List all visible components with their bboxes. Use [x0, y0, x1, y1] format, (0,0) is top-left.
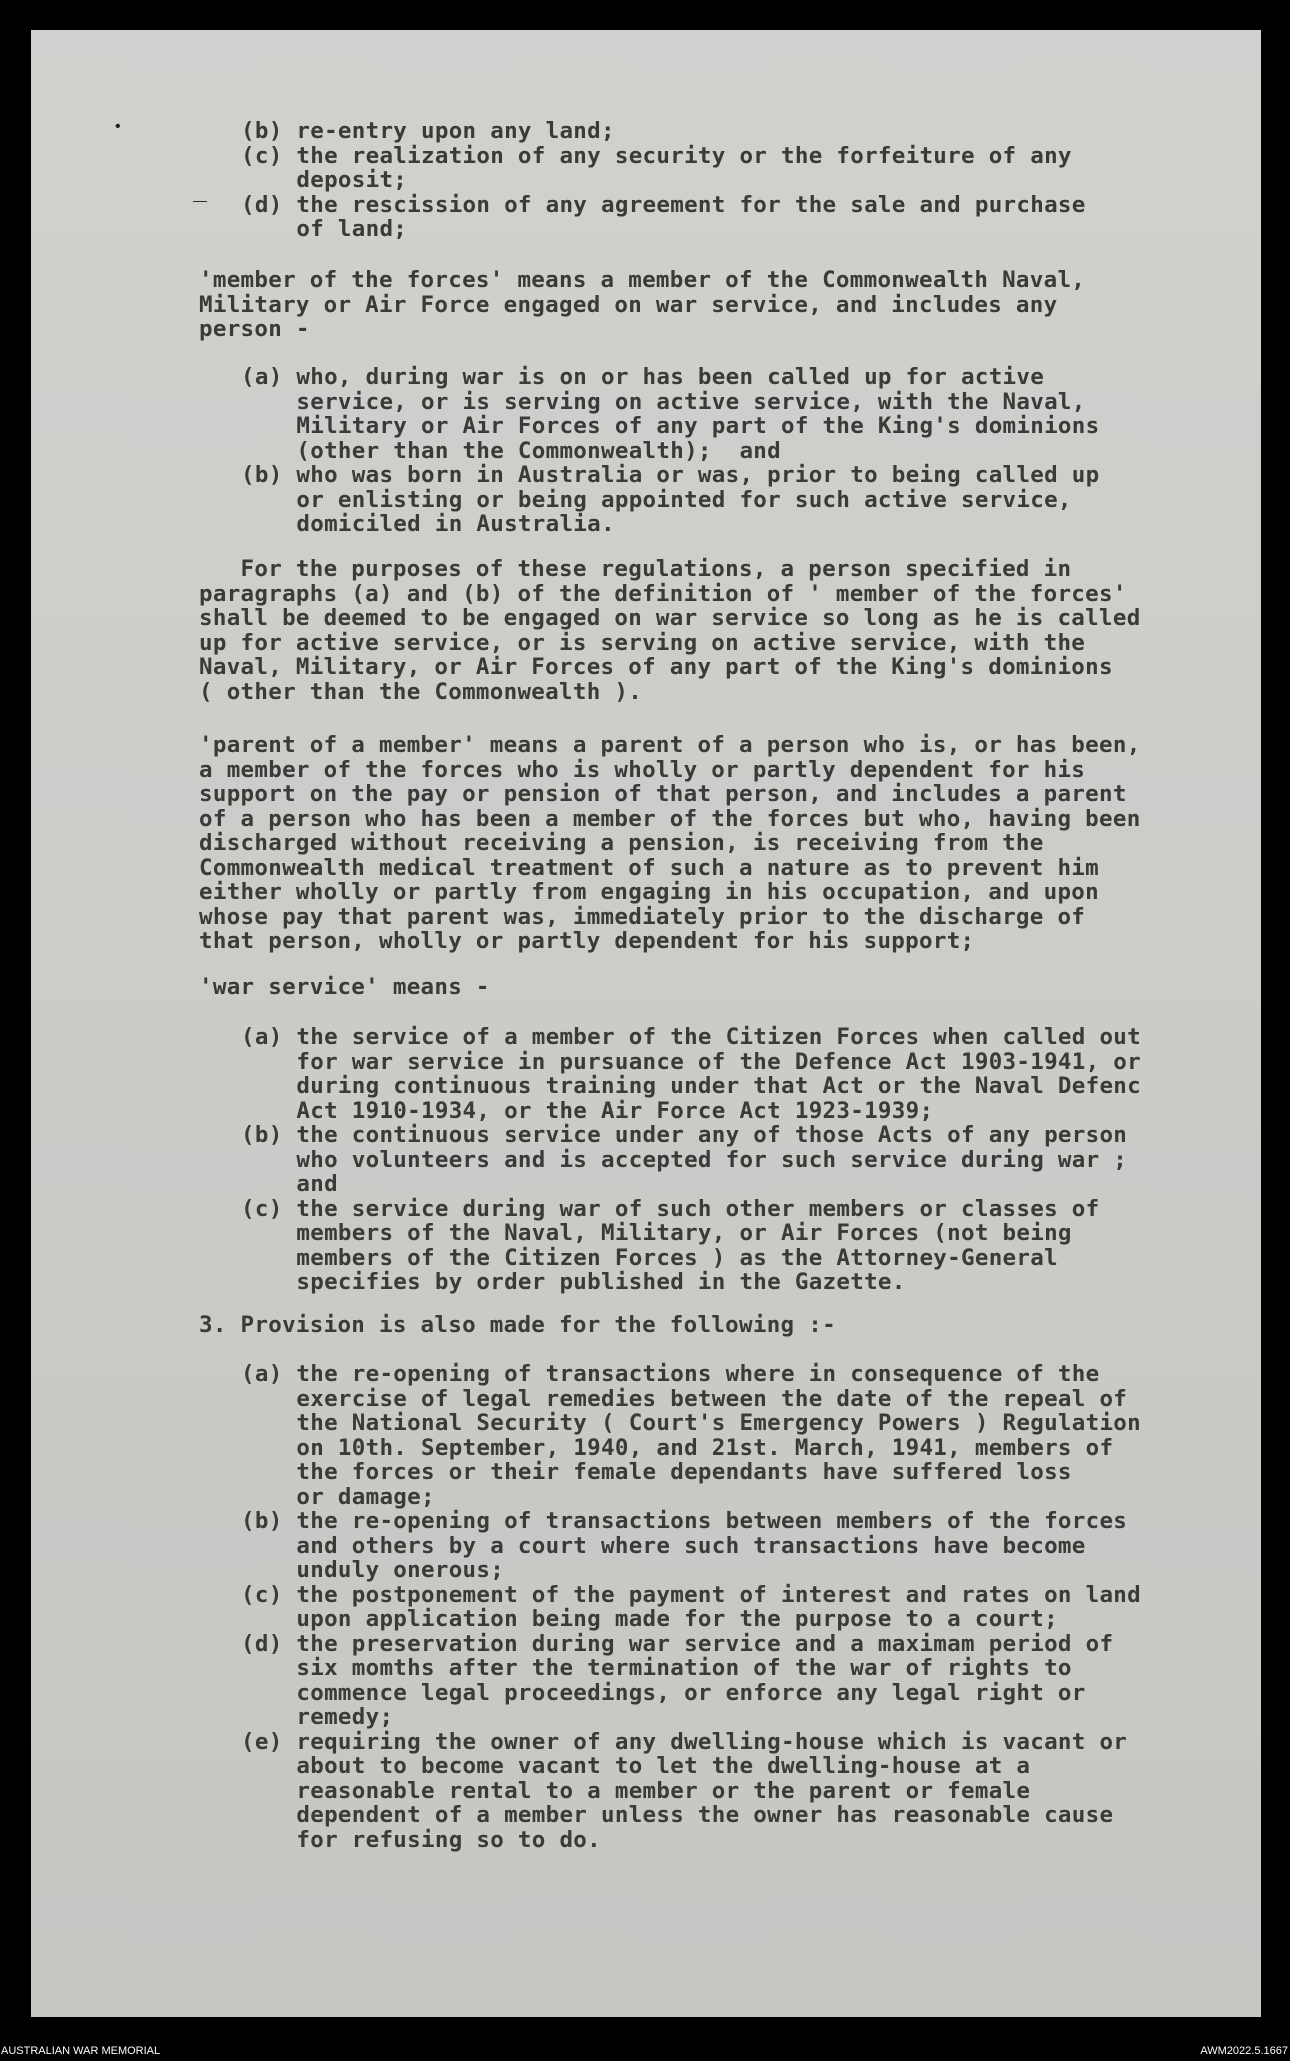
text-line: exercise of legal remedies between the date of the repeal of	[241, 1385, 1128, 1412]
text-line: whose pay that parent was, immediately prior to the discharge of	[199, 903, 1086, 930]
text-line: the forces or their female dependants have suffered loss	[241, 1459, 1072, 1485]
text-line: and	[241, 1171, 338, 1197]
text-line: a member of the forces who is wholly or partly dependent for his	[199, 756, 1086, 783]
text-line: 3. Provision is also made for the following :-	[199, 1312, 836, 1338]
text-line: (e) requiring the owner of any dwelling-house which is vacant or	[241, 1728, 1128, 1755]
text-line: service, or is serving on active service, with the Naval,	[241, 388, 1086, 415]
text-line: 'member of the forces' means a member of the Commonwealth Naval,	[199, 267, 1086, 293]
text-line: (c) the service during war of such other members or classes of	[241, 1195, 1100, 1222]
text-line: shall be deemed to be engaged on war service so long as he is called	[199, 605, 1141, 631]
text-line: members of the Citizen Forces ) as the Attorney-General	[241, 1244, 1058, 1271]
text-line: (a) the re-opening of transactions where in consequence of the	[241, 1361, 1100, 1387]
text-line: and others by a court where such transactions have become	[241, 1532, 1086, 1559]
text-line: Military or Air Force engaged on war service, and includes any	[199, 291, 1058, 318]
list-block-war-service	[241, 1025, 1141, 1295]
text-line: remedy;	[241, 1704, 394, 1730]
text-line: Naval, Military, or Air Forces of any part of the King's dominions	[199, 654, 1113, 680]
document-page	[31, 30, 1261, 2017]
text-line: (b) the re-opening of transactions between members of the forces	[241, 1508, 1128, 1534]
text-line: (b) re-entry upon any land;	[241, 118, 615, 144]
typed-text	[31, 30, 1261, 2017]
text-line: support on the pay or pension of that person, and includes a parent	[199, 781, 1127, 807]
text-line: (b) the continuous service under any of those Acts of any person	[241, 1122, 1128, 1148]
text-line: of land;	[241, 216, 408, 242]
margin-mark: —	[193, 192, 207, 208]
text-line: for refusing so to do.	[241, 1826, 601, 1853]
text-line: of a person who has been a member of the forces but who, having been	[199, 805, 1141, 832]
text-line: ( other than the Commonwealth ).	[199, 678, 643, 705]
text-line: either wholly or partly from engaging in his occupation, and upon	[199, 879, 1099, 905]
text-line: for war service in pursuance of the Defence Act 1903-1941, or	[241, 1048, 1141, 1075]
text-line: members of the Naval, Military, or Air Forces (not being	[241, 1220, 1072, 1246]
text-line: (b) who was born in Australia or was, prior to being called up	[241, 462, 1100, 488]
text-line: or damage;	[241, 1483, 435, 1510]
text-line: upon application being made for the purpose to a court;	[241, 1606, 1058, 1632]
text-line: dependent of a member unless the owner has reasonable cause	[241, 1802, 1114, 1828]
text-line: (d) the rescission of any agreement for the sale and purchase	[241, 191, 1086, 218]
paragraph-purposes	[199, 557, 1141, 704]
definition-parent-of-member	[199, 733, 1141, 954]
footer-institution: AUSTRALIAN WAR MEMORIAL	[1, 2045, 161, 2057]
text-line: or enlisting or being appointed for such active service,	[241, 486, 1072, 513]
text-line: 'parent of a member' means a parent of a person who is, or has been,	[199, 732, 1141, 758]
text-line: the National Security ( Court's Emergency Powers ) Regulation	[241, 1410, 1141, 1436]
text-line: unduly onerous;	[241, 1557, 505, 1583]
text-line: up for active service, or is serving on active service, with the	[199, 629, 1086, 656]
text-line: (d) the preservation during war service and a maximam period of	[241, 1630, 1114, 1657]
margin-mark: •	[115, 118, 121, 135]
text-line: 'war service' means -	[199, 974, 490, 1000]
text-line: Act 1910-1934, or the Air Force Act 1923-1939;	[241, 1097, 934, 1124]
text-line: six momths after the termination of the war of rights to	[241, 1655, 1072, 1681]
text-line: reasonable rental to a member or the parent or female	[241, 1777, 1031, 1804]
text-line: Military or Air Forces of any part of the King's dominions	[241, 413, 1100, 439]
text-line: (c) the postponement of the payment of interest and rates on land	[241, 1581, 1141, 1608]
text-line: who volunteers and is accepted for such service during war ;	[241, 1146, 1128, 1173]
list-block-provisions	[241, 1362, 1141, 1852]
list-block-member-criteria	[241, 365, 1099, 537]
text-line: domiciled in Australia.	[241, 511, 615, 537]
text-line: that person, wholly or partly dependent for his support;	[199, 928, 975, 954]
text-line: (a) the service of a member of the Citizen Forces when called out	[241, 1024, 1141, 1050]
text-line: deposit;	[241, 167, 408, 193]
text-line: commence legal proceedings, or enforce any legal right or	[241, 1679, 1086, 1706]
text-line: (other than the Commonwealth); and	[241, 437, 781, 464]
text-line: (a) who, during war is on or has been called up for active	[241, 364, 1045, 390]
text-line: during continuous training under that Act or the Naval Defenc	[241, 1073, 1141, 1099]
text-line: For the purposes of these regulations, a person specified in	[199, 556, 1072, 582]
text-line: paragraphs (a) and (b) of the definition of ' member of the forces'	[199, 580, 1127, 607]
footer-reference: AWM2022.5.1667	[1200, 2045, 1288, 2057]
list-block-remedies	[241, 119, 1086, 242]
definition-member-of-forces	[199, 268, 1085, 342]
text-line: discharged without receiving a pension, is receiving from the	[199, 830, 1044, 856]
text-line: Commonwealth medical treatment of such a nature as to prevent him	[199, 854, 1099, 881]
definition-war-service	[199, 975, 490, 1000]
text-line: about to become vacant to let the dwelling-house at a	[241, 1753, 1031, 1779]
text-line: (c) the realization of any security or the forfeiture of any	[241, 142, 1072, 169]
text-line: specifies by order published in the Gazette.	[241, 1269, 906, 1295]
section-3-heading	[199, 1313, 836, 1338]
text-line: person -	[199, 316, 310, 342]
text-line: on 10th. September, 1940, and 21st. March, 1941, members of	[241, 1434, 1114, 1461]
